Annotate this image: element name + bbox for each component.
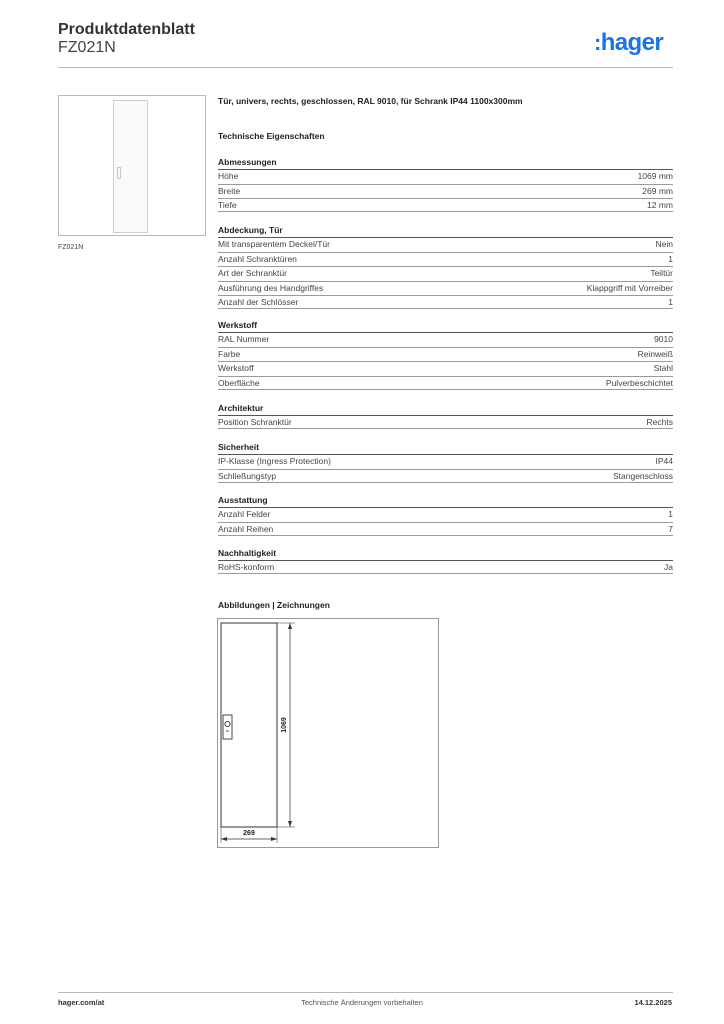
property-row <box>218 332 673 346</box>
door-handle-icon <box>117 167 121 179</box>
property-row <box>218 560 673 574</box>
property-value: Reinweiß <box>637 348 673 359</box>
footer-date: 14.12.2025 <box>634 998 672 1007</box>
width-dimension-label: 269 <box>243 830 255 837</box>
property-row <box>218 361 673 375</box>
door-thumbnail <box>113 100 148 233</box>
property-row <box>218 237 673 251</box>
footer-website-link[interactable]: hager.com/at <box>58 998 105 1007</box>
property-label: Anzahl Felder <box>218 509 271 519</box>
property-value: Pulverbeschichtet <box>605 377 673 388</box>
technical-drawing <box>217 618 439 848</box>
group-title: Ausstattung <box>218 495 268 505</box>
property-label: Anzahl Schranktüren <box>218 253 297 264</box>
property-label: Höhe <box>218 171 239 181</box>
technical-properties-heading: Technische Eigenschaften <box>218 131 325 141</box>
property-row <box>218 454 673 468</box>
property-value: 1 <box>668 253 673 264</box>
property-value: 1 <box>668 509 673 519</box>
property-label: Art der Schranktür <box>218 268 287 279</box>
height-dimension-label: 1069 <box>281 717 288 733</box>
property-row <box>218 522 673 536</box>
lock-icon <box>225 721 230 726</box>
group-title: Abmessungen <box>218 157 277 167</box>
property-label: IP-Klasse (Ingress Protection) <box>218 456 331 466</box>
property-row <box>218 266 673 280</box>
property-label: Farbe <box>218 348 241 359</box>
property-row <box>218 169 673 183</box>
property-label: Schließungstyp <box>218 470 277 481</box>
product-description: Tür, univers, rechts, geschlossen, RAL 9010, für Schrank IP44 1100x300mm <box>218 96 523 106</box>
property-value: Stahl <box>653 363 673 374</box>
header-divider <box>58 67 673 68</box>
footer-divider <box>58 992 673 993</box>
property-row <box>218 252 673 266</box>
property-row <box>218 347 673 361</box>
property-label: Anzahl Reihen <box>218 523 274 534</box>
group-title: Werkstoff <box>218 320 258 330</box>
property-value: Rechts <box>646 417 673 427</box>
group-title: Architektur <box>218 403 264 413</box>
document-title: Produktdatenblatt <box>58 21 195 38</box>
property-label: RoHS-konform <box>218 562 275 572</box>
property-label: Mit transparentem Deckel/Tür <box>218 239 330 249</box>
property-value: 12 mm <box>647 200 673 211</box>
group-title: Nachhaltigkeit <box>218 548 277 558</box>
property-value: Stangenschloss <box>612 470 673 481</box>
property-value: 1069 mm <box>637 171 673 181</box>
height-arrow-bottom <box>288 821 292 827</box>
group-title: Abdeckung, Tür <box>218 225 283 235</box>
property-value: IP44 <box>655 456 673 466</box>
property-label: Werkstoff <box>218 363 254 374</box>
property-row <box>218 198 673 212</box>
property-label: Anzahl der Schlösser <box>218 297 299 308</box>
property-value: Ja <box>664 562 673 572</box>
property-value: Teiltür <box>650 268 673 279</box>
drawings-heading: Abbildungen | Zeichnungen <box>218 600 330 610</box>
property-value: Klappgriff mit Vorreiber <box>586 282 673 293</box>
property-row <box>218 295 673 309</box>
product-code: FZ021N <box>58 39 116 56</box>
property-row <box>218 507 673 521</box>
property-label: Oberfläche <box>218 377 260 388</box>
logo-colon: : <box>594 30 601 55</box>
property-label: Ausführung des Handgriffes <box>218 282 324 293</box>
property-row <box>218 281 673 295</box>
property-label: Tiefe <box>218 200 237 211</box>
property-value: 7 <box>668 523 673 534</box>
property-value: 9010 <box>654 334 673 344</box>
hager-logo <box>594 29 663 57</box>
property-row <box>218 184 673 198</box>
property-value: 1 <box>668 297 673 308</box>
property-label: Breite <box>218 185 241 196</box>
property-row <box>218 376 673 390</box>
property-label: Position Schranktür <box>218 417 292 427</box>
width-arrow-right <box>271 837 277 841</box>
group-title: Sicherheit <box>218 442 260 452</box>
width-arrow-left <box>221 837 227 841</box>
property-value: 269 mm <box>642 185 673 196</box>
logo-text: hager <box>600 29 664 56</box>
property-row <box>218 415 673 429</box>
footer-note: Technische Änderungen vorbehalten <box>301 998 423 1007</box>
product-image <box>58 95 206 236</box>
property-row <box>218 469 673 483</box>
property-value: Nein <box>655 239 673 249</box>
property-label: RAL Nummer <box>218 334 270 344</box>
product-image-caption: FZ021N <box>58 244 84 251</box>
height-arrow-top <box>288 623 292 629</box>
drawing-svg <box>218 619 438 847</box>
